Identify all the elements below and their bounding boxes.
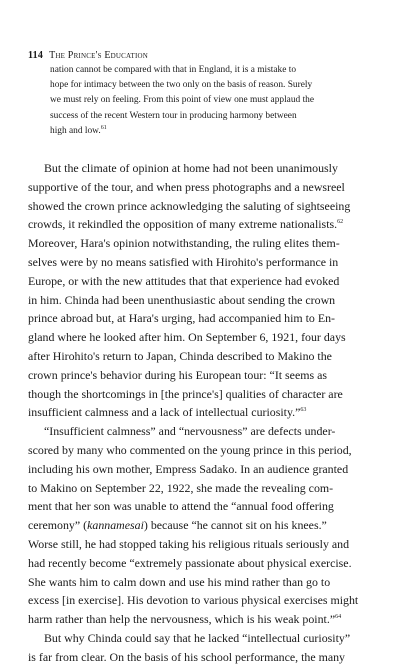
body-line: though the shortcomings in [the prince's] qualities of character are <box>28 386 343 401</box>
body-line: ment that her son was unable to attend the “annual food offering <box>28 499 334 514</box>
body-line: showed the crown prince acknowledging the saluting of sightseeing <box>28 198 351 213</box>
body-line: harm rather than help the nervousness, which is his weak point.”$^{64}$ <box>28 612 342 627</box>
body-line: scored by many who commented on the young prince in this period, <box>28 442 352 457</box>
body-line: selves were by no means satisfied with Hirohito's performance in <box>28 254 339 269</box>
footnote-ref: 61 <box>100 124 107 131</box>
body-line: supportive of the tour, and when press photographs and a newsreel <box>28 179 345 194</box>
body-line: in him. Chinda had been unenthusiastic about sending the crown <box>28 292 336 307</box>
body-line: Worse still, he had stopped taking his religious rituals seriously and <box>28 536 350 551</box>
body-line: She wants him to calm down and use his mind rather than go to <box>28 574 331 589</box>
quote-line: we must rely on feeling. From this point of view one must applaud the <box>50 95 315 106</box>
body-line: Moreover, Hara's opinion notwithstanding, the ruling elites them- <box>28 236 340 251</box>
italic-term: kannamesai <box>87 518 144 533</box>
body-line: ceremony” (kannamesai) because “he cannot sit on his knees.” <box>28 518 327 533</box>
body-line: crown prince's behavior during his European tour: “It seems as <box>28 367 327 382</box>
footnote-ref: 64 <box>335 614 342 621</box>
body-line: “Insufficient calmness” and “nervousness” are defects under- <box>44 424 336 439</box>
quote-line: hope for intimacy between the two only on the basis of reason. Surely <box>50 80 313 91</box>
body-line: including his own mother, Empress Sadako. In an audience granted <box>28 461 349 476</box>
running-head <box>28 50 148 61</box>
quote-line: nation cannot be compared with that in England, it is a mistake to <box>50 65 297 75</box>
footnote-ref: 62 <box>337 219 344 226</box>
body-line: But the climate of opinion at home had not been unanimously <box>44 161 338 175</box>
body-line: crowds, it rekindled the opposition of many extreme nationalists.$^{62}$ <box>28 217 344 232</box>
body-line: excess [in exercise]. His devotion to various physical exercises might <box>28 593 359 608</box>
running-title: The Prince's Education <box>49 50 149 61</box>
quote-line: success of the recent Western tour in producing harmony between <box>50 110 297 121</box>
body-text <box>28 159 368 667</box>
quote-line: high and low.$^{61}$ <box>50 124 107 136</box>
block-quote <box>50 63 340 139</box>
body-line: after Hirohito's return to Japan, Chinda described to Makino the <box>28 348 332 363</box>
body-line: is far from clear. On the basis of his school performance, the many <box>28 649 345 664</box>
body-line: prince abroad but, at Hara's urging, had accompanied him to En- <box>28 311 336 326</box>
body-line: gland where he looked after him. On September 6, 1921, four days <box>28 330 346 345</box>
body-line: But why Chinda could say that he lacked “intellectual curiosity” <box>44 630 351 645</box>
body-line: Europe, or with the new attitudes that that experience had evoked <box>28 273 340 288</box>
body-line: insufficient calmness and a lack of intellectual curiosity.”$^{63}$ <box>28 405 307 420</box>
body-line: to Makino on September 22, 1922, she made the revealing com- <box>28 480 334 495</box>
body-line: had recently become “extremely passionate about physical exercise. <box>28 555 352 570</box>
page-number: 114 <box>28 50 44 61</box>
footnote-ref: 63 <box>300 407 307 414</box>
